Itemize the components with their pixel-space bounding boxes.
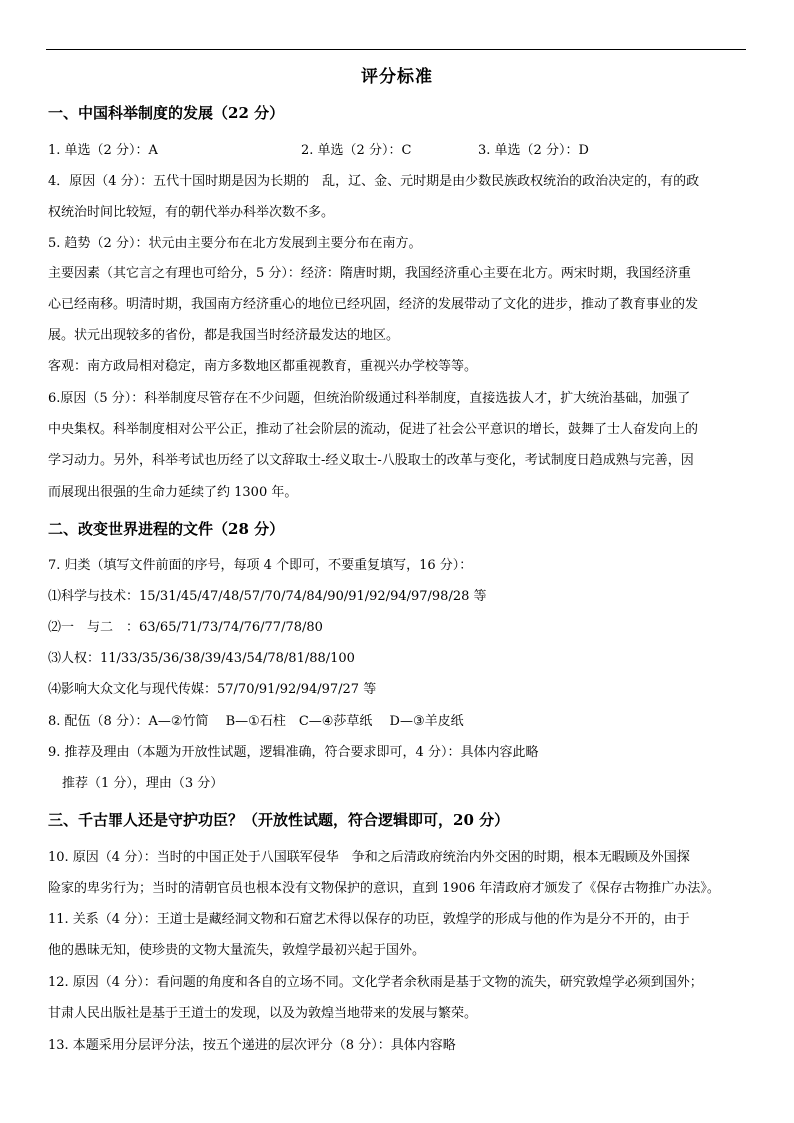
text-line: 12. 原因（4 分）：看问题的角度和各自的立场不同。文化学者余秋雨是基于文物的流失，研究敦煌学必须到国外；	[48, 975, 703, 990]
answer-q2: 2. 单选（2 分）：C	[301, 143, 412, 158]
text-line: 推荐（1 分），理由（3 分）	[62, 776, 224, 791]
answer-q1: 1. 单选（2 分）：A	[48, 143, 158, 158]
text-line: 7. 归类（填写文件前面的序号，每项 4 个即可，不要重复填写，16 分）：	[48, 558, 473, 573]
text-line: 13. 本题采用分层评分法，按五个递进的层次评分（8 分）：具体内容略	[48, 1038, 456, 1053]
section-heading-3: 三、千古罪人还是守护功臣？（开放性试题，符合逻辑即可，20 分）	[48, 811, 510, 829]
text-line: 学习动力。另外，科举考试也历经了以文辞取士-经义取士-八股取士的改革与变化，考试制度日趋成熟与完善，因	[48, 453, 694, 468]
text-line: 4．原因（4 分）：五代十国时期是因为长期的 乱，辽、金、元时期是由少数民族政权统治的政治决定的，有的政	[48, 174, 700, 189]
text-line: 11. 关系（4 分）：王道士是藏经洞文物和石窟艺术得以保存的功臣，敦煌学的形成与他的作为是分不开的，由于	[48, 912, 690, 927]
text-line: 5. 趋势（2 分）：状元由主要分布在北方发展到主要分布在南方。	[48, 236, 422, 251]
text-line: ⑶人权：11/33/35/36/38/39/43/54/78/81/88/100	[48, 651, 355, 666]
text-line: 展。状元出现较多的省份，都是我国当时经济最发达的地区。	[48, 328, 400, 343]
text-line: 险家的卑劣行为；当时的清朝官员也根本没有文物保护的意识，直到 1906 年清政府才颁发了《保存古物推广办法》。	[48, 881, 720, 896]
text-line: 中央集权。科举制度相对公平公正，推动了社会阶层的流动，促进了社会公平意识的增长，鼓舞了士人奋发向上的	[48, 422, 699, 437]
text-line: 而展现出很强的生命力延续了约 1300 年。	[48, 485, 298, 500]
text-line: 8. 配伍（8 分）：A—②竹简 B—①石柱 C—④莎草纸 D—③羊皮纸	[48, 714, 464, 729]
text-line: 客观：南方政局相对稳定，南方多数地区都重视教育，重视兴办学校等等。	[48, 359, 478, 374]
text-line: ⑴科学与技术：15/31/45/47/48/57/70/74/84/90/91/92/94/97/98/28 等	[48, 589, 487, 604]
text-line: 甘肃人民出版社是基于王道士的发现，以及为敦煌当地带来的发展与繁荣。	[48, 1006, 478, 1021]
questions-1-3-row	[48, 142, 748, 160]
text-line: 心已经南移。明清时期，我国南方经济重心的地位已经巩固，经济的发展带动了文化的进步，推动了教育事业的发	[48, 297, 699, 312]
text-line: 主要因素（其它言之有理也可给分，5 分）：经济：隋唐时期，我国经济重心主要在北方。两宋时期，我国经济重	[48, 266, 691, 281]
text-line: 他的愚昧无知，使珍贵的文物大量流失，敦煌学最初兴起于国外。	[48, 943, 426, 958]
text-line: ⑷影响大众文化与现代传媒：57/70/91/92/94/97/27 等	[48, 682, 377, 697]
text-line: 9. 推荐及理由（本题为开放性试题，逻辑准确，符合要求即可，4 分）：具体内容此略	[48, 745, 539, 760]
section-heading-1: 一、中国科举制度的发展（22 分）	[48, 104, 285, 122]
text-line: 6.原因（5 分）：科举制度尽管存在不少问题，但统治阶级通过科举制度，直接选拔人才，扩大统治基础，加强了	[48, 391, 691, 406]
text-line: 权统治时间比较短，有的朝代举办科举次数不多。	[48, 205, 335, 220]
section-heading-2: 二、改变世界进程的文件（28 分）	[48, 520, 285, 538]
page-title: 评分标准	[361, 67, 433, 87]
text-line: 10. 原因（4 分）：当时的中国正处于八国联军侵华 争和之后清政府统治内外交困的时期，根本无暇顾及外国探	[48, 850, 690, 865]
answer-q3: 3. 单选（2 分）：D	[478, 143, 589, 158]
text-line: ⑵一 与二 ：63/65/71/73/74/76/77/78/80	[48, 620, 323, 635]
header-rule	[46, 49, 746, 50]
